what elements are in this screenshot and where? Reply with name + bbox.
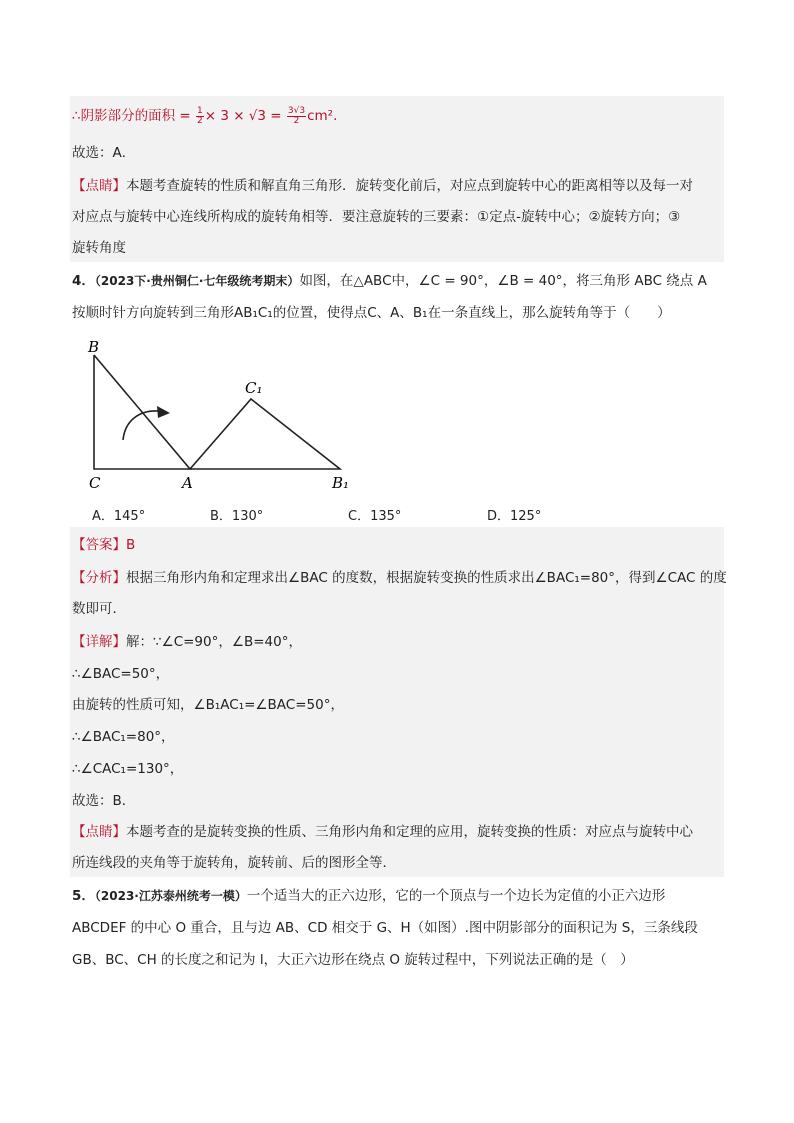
analysis-line-1: 【分析】根据三角形内角和定理求出∠BAC 的度数，根据旋转变换的性质求出∠BAC₁=80°，得到∠CAC 的度 — [72, 570, 727, 586]
option-c: C．135° — [348, 509, 402, 524]
label-b: B — [88, 338, 100, 356]
detail-line-1: 【详解】解：∵∠C=90°，∠B=40°， — [72, 634, 302, 650]
area-line: ∴阴影部分的面积 = $\frac{1}{2}$ × 3 × √3 = $\frac{3√3}{2}$ cm². — [72, 105, 338, 126]
q5-line-3: GB、BC、CH 的长度之和记为 l，大正六边形在绕点 O 旋转过程中，下列说法正确的是（ ） — [72, 952, 634, 968]
prev-tip-line-3: 旋转角度 — [72, 240, 126, 256]
option-b: B．130° — [210, 509, 264, 524]
label-b1: B₁ — [332, 474, 350, 492]
analysis-line-2: 数即可． — [72, 601, 126, 617]
detail-line-3: 由旋转的性质可知，∠B₁AC₁=∠BAC=50°， — [72, 697, 344, 713]
fraction-half: $\frac{1}{2}$ — [196, 105, 203, 126]
label-c: C — [89, 474, 101, 492]
option-d: D．125° — [487, 509, 542, 524]
q4-stem-line-2: 按顺时针方向旋转到三角形AB₁C₁的位置，使得点C、A、B₁在一条直线上，那么旋转角等于（ ） — [72, 305, 671, 321]
q4-tip-line-1: 【点睛】本题考查的是旋转变换的性质、三角形内角和定理的应用，旋转变换的性质：对应点与旋转中心 — [72, 824, 693, 840]
q4-tip-line-2: 所连线段的夹角等于旋转角，旋转前、后的图形全等． — [72, 855, 396, 871]
arrow-head — [157, 406, 170, 418]
label-a: A — [182, 474, 193, 492]
triangle-abc — [94, 355, 190, 469]
answer-line: 【答案】B — [72, 537, 136, 553]
prev-tip-line-2: 对应点与旋转中心连线所构成的旋转角相等．要注意旋转的三要素：①定点-旋转中心；②旋转方向；③ — [72, 209, 681, 225]
q5-line-2: ABCDEF 的中心 O 重合，且与边 AB、CD 相交于 G、H（如图）.图中阴影部分的面积记为 S，三条线段 — [72, 920, 698, 936]
q5-line-1: 5．（2023·江苏泰州统考一模）一个适当大的正六边形，它的一个顶点与一个边长为定值的小正六边形 — [72, 888, 666, 904]
prev-tip-line-1: 【点睛】本题考查旋转的性质和解直角三角形．旋转变化前后，对应点到旋转中心的距离相等以及每一对 — [72, 178, 693, 194]
label-c1: C₁ — [245, 379, 263, 397]
detail-line-2: ∴∠BAC=50°， — [72, 666, 170, 682]
fraction-result: $\frac{3√3}{2}$ — [287, 105, 306, 126]
detail-line-6: 故选：B． — [72, 793, 136, 809]
detail-line-4: ∴∠BAC₁=80°， — [72, 729, 175, 745]
prev-choice-line: 故选：A． — [72, 145, 136, 161]
option-a: A．145° — [92, 509, 146, 524]
triangle-ab1c1 — [190, 399, 340, 469]
q4-stem-line-1: 4．（2023下·贵州铜仁·七年级统考期末）如图，在△ABC中，∠C = 90°，∠B = 40°，将三角形 ABC 绕点 A — [72, 273, 707, 289]
rotation-figure — [80, 335, 360, 495]
detail-line-5: ∴∠CAC₁=130°， — [72, 761, 184, 777]
